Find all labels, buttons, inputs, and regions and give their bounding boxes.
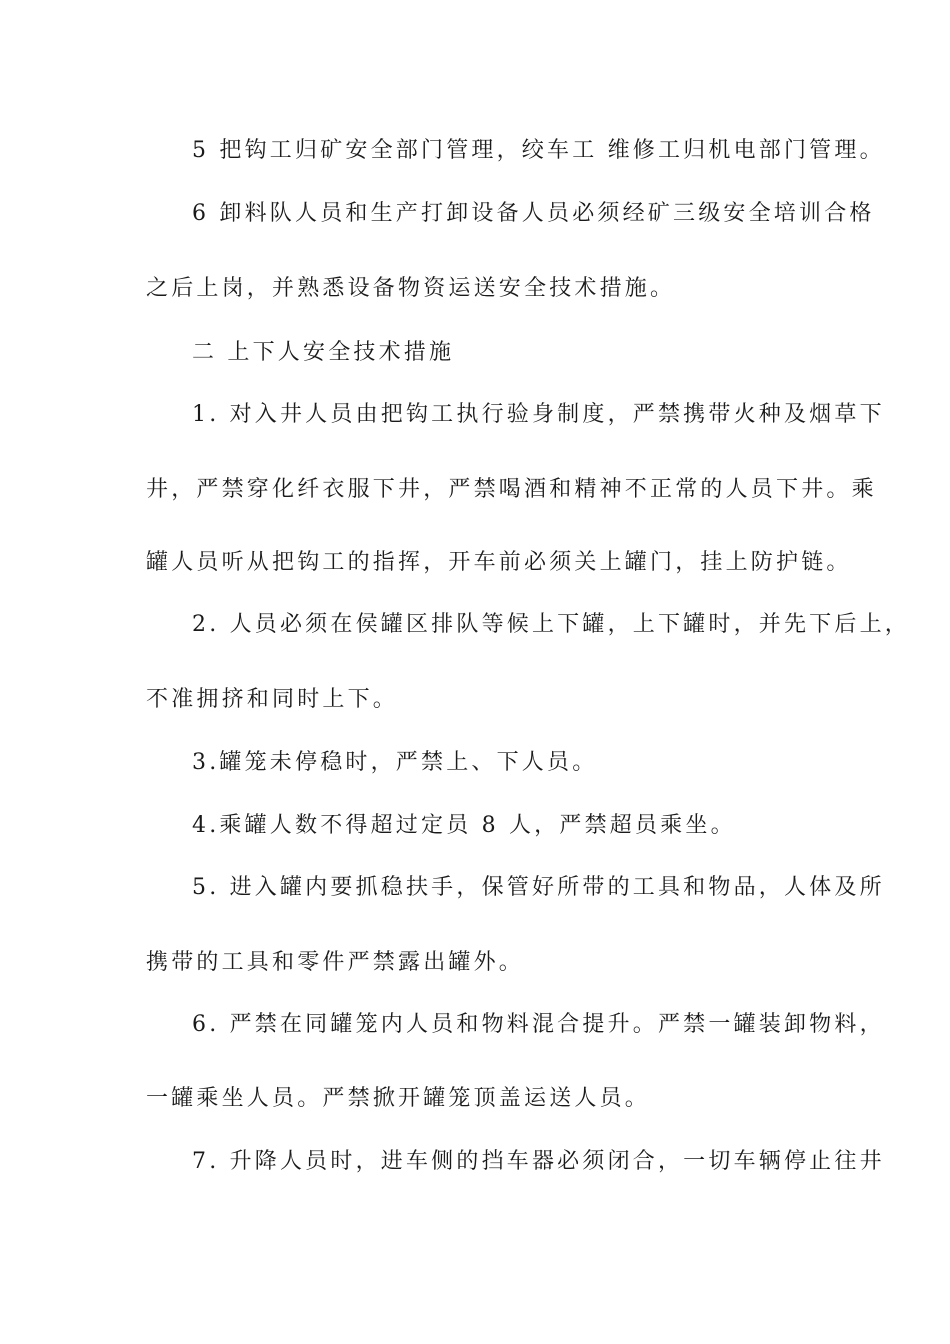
paragraph-line: 携带的工具和零件严禁露出罐外。 [146, 950, 525, 975]
paragraph-line: 2. 人员必须在侯罐区排队等候上下罐，上下罐时，并先下后上， [192, 612, 910, 637]
paragraph-line: 罐人员听从把钩工的指挥，开车前必须关上罐门，挂上防护链。 [146, 550, 852, 575]
paragraph-line: 一罐乘坐人员。严禁掀开罐笼顶盖运送人员。 [146, 1086, 651, 1111]
paragraph-line: 6. 严禁在同罐笼内人员和物料混合提升。严禁一罐装卸物料， [192, 1012, 885, 1037]
paragraph-line: 7. 升降人员时，进车侧的挡车器必须闭合，一切车辆停止往井 [192, 1149, 885, 1174]
paragraph-line: 6 卸料队人员和生产打卸设备人员必须经矿三级安全培训合格 [192, 201, 875, 226]
paragraph-line: 不准拥挤和同时上下。 [146, 687, 399, 712]
section-heading: 二 上下人安全技术措施 [192, 340, 455, 365]
paragraph-line: 1. 对入井人员由把钩工执行验身制度，严禁携带火种及烟草下 [192, 402, 885, 427]
paragraph-line: 之后上岗，并熟悉设备物资运送安全技术措施。 [146, 276, 676, 301]
paragraph-line: 5 把钩工归矿安全部门管理，绞车工 维修工归机电部门管理。 [192, 138, 885, 163]
paragraph-line: 井，严禁穿化纤衣服下井，严禁喝酒和精神不正常的人员下井。乘 [146, 477, 877, 502]
paragraph-line: 4.乘罐人数不得超过定员 8 人，严禁超员乘坐。 [192, 813, 736, 838]
paragraph-line: 3.罐笼未停稳时，严禁上、下人员。 [192, 750, 598, 775]
paragraph-line: 5. 进入罐内要抓稳扶手，保管好所带的工具和物品，人体及所 [192, 875, 885, 900]
